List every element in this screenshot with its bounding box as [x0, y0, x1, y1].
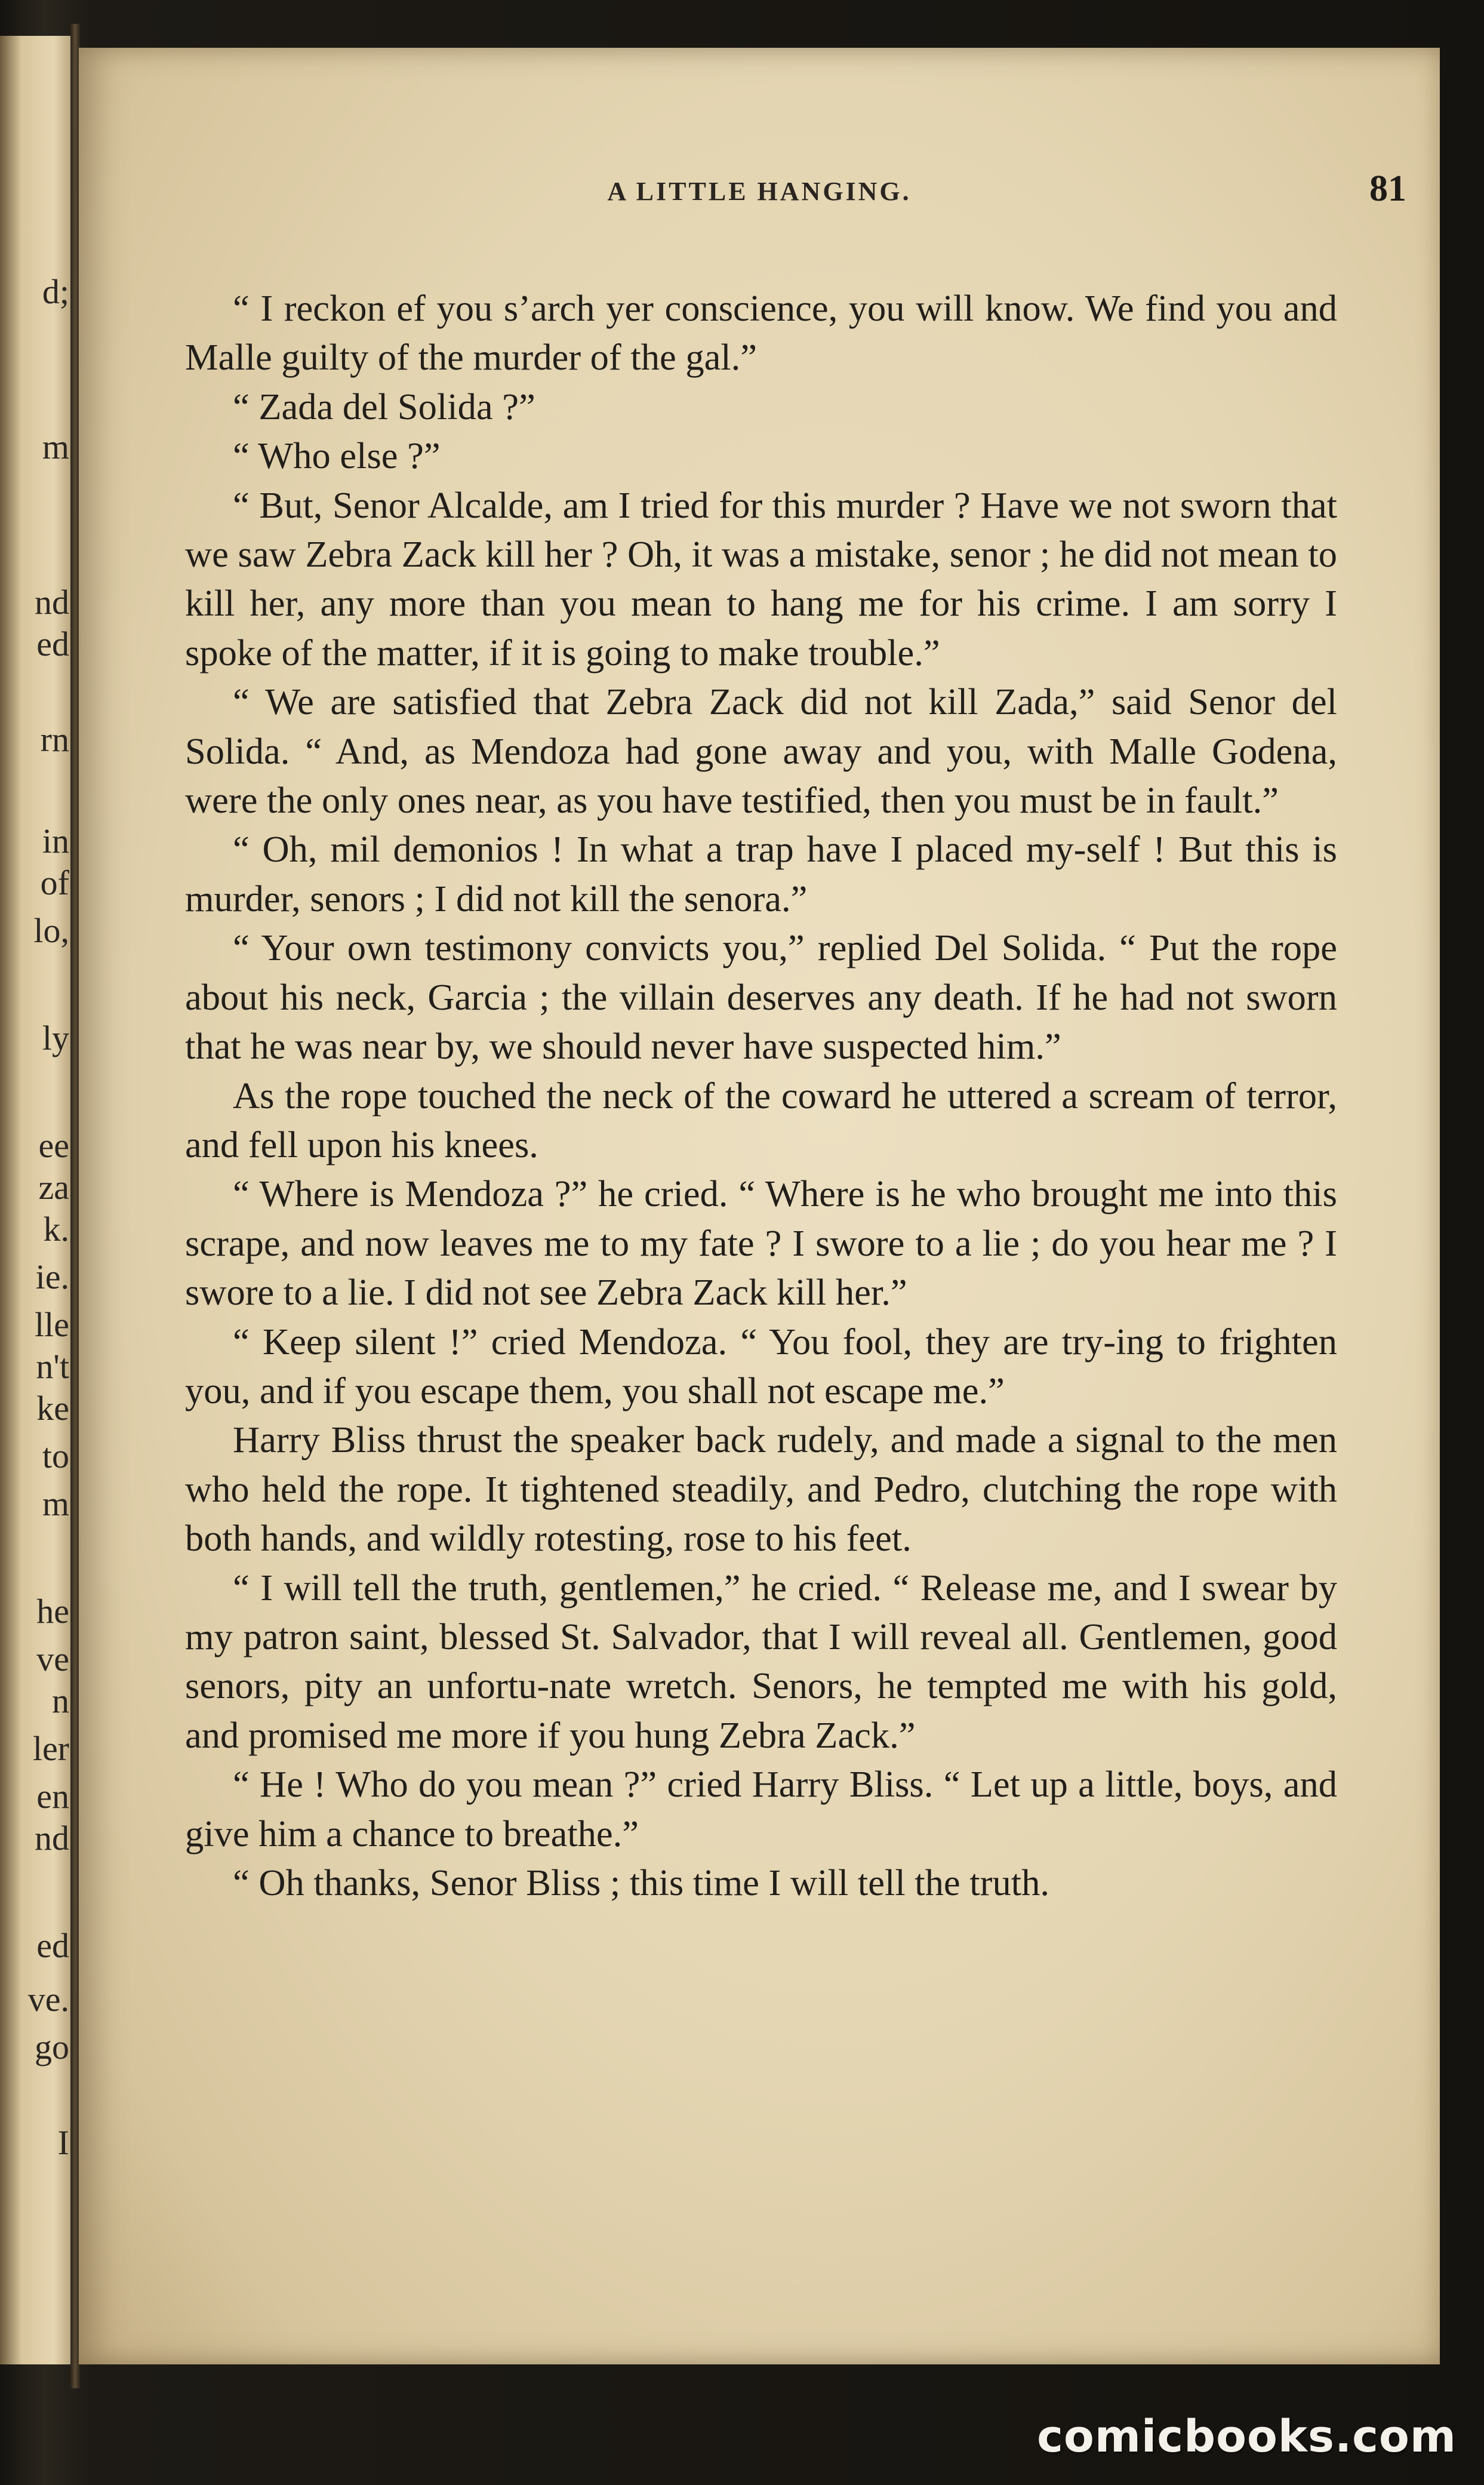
running-head: A LITTLE HANGING.	[607, 177, 912, 206]
paragraph: “ Keep silent !” cried Mendoza. “ You fool, they are try-ing to frighten you, and if you escape them, you shall not escape me.”	[185, 1320, 1337, 1411]
facing-page-fragment: n	[52, 1681, 69, 1720]
facing-page-fragment: ke	[36, 1389, 69, 1428]
page-body-text	[185, 284, 1337, 1907]
facing-page-fragment: m	[42, 1484, 69, 1523]
paragraph: “ Your own testimony convicts you,” replied Del Solida. “ Put the rope about his neck, Garcia ; the villain deserves any death. If he had not sworn that he was near by, we should never have suspected him.”	[185, 927, 1337, 1068]
facing-page-fragment: ly	[42, 1019, 69, 1057]
book-page	[79, 48, 1440, 2364]
facing-page-fragment: ve.	[27, 1980, 69, 2019]
facing-page-fragment: ie.	[35, 1257, 69, 1296]
facing-page-fragment: go	[35, 2028, 69, 2066]
facing-page-fragment: he	[36, 1592, 69, 1631]
facing-page-fragment: in	[42, 822, 69, 860]
page-number: 81	[1369, 168, 1406, 209]
watermark: comicbooks.com	[1037, 2411, 1457, 2462]
paragraph: “ We are satisfied that Zebra Zack did not kill Zada,” said Senor del Solida. “ And, as Mendoza had gone away and you, with Malle Godena, were the only ones near, as you have testified, then you must be in fault.”	[185, 681, 1337, 822]
facing-page-fragment: ed	[36, 625, 69, 663]
facing-page-fragment: ler	[32, 1729, 69, 1768]
paragraph: “ Oh thanks, Senor Bliss ; this time I will tell the truth.	[233, 1862, 1049, 1903]
facing-page-fragment: en	[36, 1777, 69, 1816]
facing-page-fragment: lle	[35, 1305, 69, 1344]
facing-page-fragment: ed	[36, 1926, 69, 1965]
facing-page-edge	[0, 36, 72, 2364]
facing-page-fragment: d;	[42, 272, 69, 311]
facing-page-fragment: to	[42, 1437, 69, 1475]
facing-page-fragment: rn	[40, 720, 69, 759]
paragraph: “ Oh, mil demonios ! In what a trap have I placed my-self ! But this is murder, senors ; I did not kill the senora.”	[185, 828, 1337, 919]
paragraph: “ But, Senor Alcalde, am I tried for this murder ? Have we not sworn that we saw Zebra Zack kill her ? Oh, it was a mistake, senor ; he did not mean to kill her, any more than you mean to hang me for his crime. I am sorry I spoke of the matter, if it is going to make trouble.”	[185, 484, 1337, 673]
paragraph: “ He ! Who do you mean ?” cried Harry Bliss. “ Let up a little, boys, and give him a chance to breathe.”	[185, 1763, 1337, 1854]
facing-page-fragment: lo,	[33, 911, 69, 950]
paragraph: “ Where is Mendoza ?” he cried. “ Where is he who brought me into this scrape, and now leaves me to my fate ? I swore to a lie ; do you hear me ? I swore to a lie. I did not see Zebra Zack kill her.”	[185, 1173, 1337, 1314]
facing-page-fragment: ve	[36, 1640, 69, 1678]
facing-page-fragment: of	[40, 863, 69, 902]
paragraph: As the rope touched the neck of the coward he uttered a scream of terror, and fell upon his knees.	[185, 1074, 1337, 1165]
facing-page-fragment: za	[38, 1168, 69, 1207]
facing-page-fragment: m	[42, 428, 69, 466]
paragraph: “ I will tell the truth, gentlemen,” he cried. “ Release me, and I swear by my patron saint, blessed St. Salvador, that I will reveal all. Gentlemen, good senors, pity an unfortu-nate wretch. Senors, he tempted me with his gold, and promised me more if you hung Zebra Zack.”	[185, 1566, 1337, 1756]
facing-page-fragment: nd	[35, 583, 69, 622]
paragraph: “ Who else ?”	[233, 435, 441, 477]
facing-page-fragment: I	[57, 2123, 69, 2162]
facing-page-fragment: ee	[38, 1126, 69, 1165]
facing-page-fragment: nd	[35, 1819, 69, 1857]
paragraph: “ I reckon ef you s’arch yer conscience, you will know. We find you and Malle guilty of the murder of the gal.”	[185, 287, 1337, 379]
paragraph: “ Zada del Solida ?”	[233, 385, 535, 428]
facing-page-fragment: n't	[36, 1347, 69, 1386]
facing-page-fragment: k.	[43, 1210, 69, 1248]
paragraph: Harry Bliss thrust the speaker back rudely, and made a signal to the men who held the rope. It tightened steadily, and Pedro, clutching the rope with both hands, and wildly rotesting, rose to his feet.	[185, 1419, 1337, 1560]
